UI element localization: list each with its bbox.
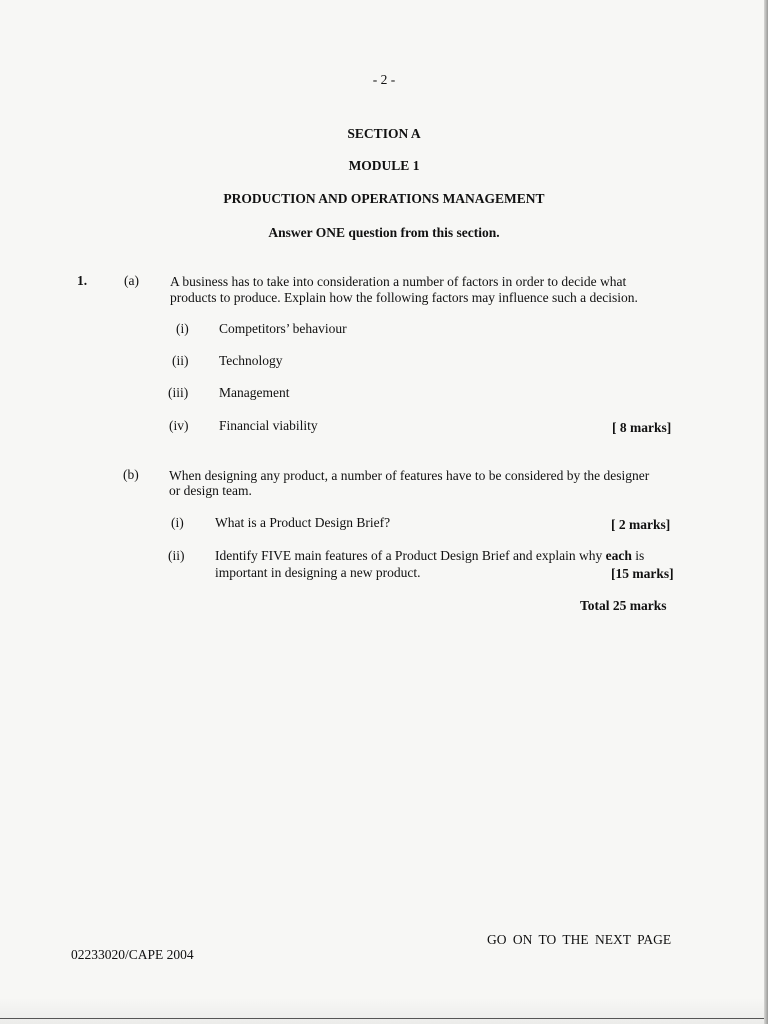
instruction: Answer ONE question from this section. [268, 225, 500, 240]
part-b-text-line1: When designing any product, a number of features have to be considered by the designer [169, 468, 650, 483]
part-a-item-num: (i) [176, 321, 189, 336]
total-marks: Total 25 marks [580, 598, 667, 613]
part-a-item-num: (iv) [169, 418, 189, 433]
part-b-item-marks: [ 2 marks] [611, 517, 671, 532]
scan-bottom-shadow [0, 998, 768, 1024]
section-heading: SECTION A [347, 126, 421, 141]
part-b-item-text: What is a Product Design Brief? [215, 515, 391, 530]
scan-right-edge [764, 0, 768, 1024]
part-a-text-line2: products to produce. Explain how the following factors may influence such a decision. [170, 290, 638, 305]
part-b-text-line2: or design team. [169, 483, 252, 498]
module-heading: MODULE 1 [348, 158, 420, 173]
part-a-item-num: (iii) [168, 385, 189, 400]
part-b-item-marks: [15 marks] [611, 566, 674, 581]
part-b-item-num: (ii) [168, 548, 185, 563]
part-a-item-text: Management [219, 385, 290, 400]
part-b-label: (b) [123, 467, 139, 482]
part-a-label: (a) [124, 273, 139, 288]
part-a-item-text: Financial viability [219, 418, 318, 433]
part-b-item-text-line2: important in designing a new product. [215, 565, 421, 580]
part-a-text-line1: A business has to take into consideration a number of factors in order to decide what [170, 274, 627, 289]
part-a-marks: [ 8 marks] [612, 420, 672, 435]
part-b-item-num: (i) [171, 515, 184, 530]
scan-bottom-line [0, 1018, 768, 1019]
page-number: - 2 - [372, 72, 396, 87]
part-b-item-text: Identify FIVE main features of a Product Design Brief and explain why each is [215, 548, 645, 563]
question-number: 1. [77, 273, 88, 288]
part-a-item-text: Competitors’ behaviour [219, 321, 347, 336]
next-page-note: GO ON TO THE NEXT PAGE [487, 932, 672, 947]
part-a-item-num: (ii) [172, 353, 189, 368]
part-a-item-text: Technology [219, 353, 283, 368]
paper-code: 02233020/CAPE 2004 [71, 947, 194, 962]
module-title: PRODUCTION AND OPERATIONS MANAGEMENT [223, 191, 545, 206]
